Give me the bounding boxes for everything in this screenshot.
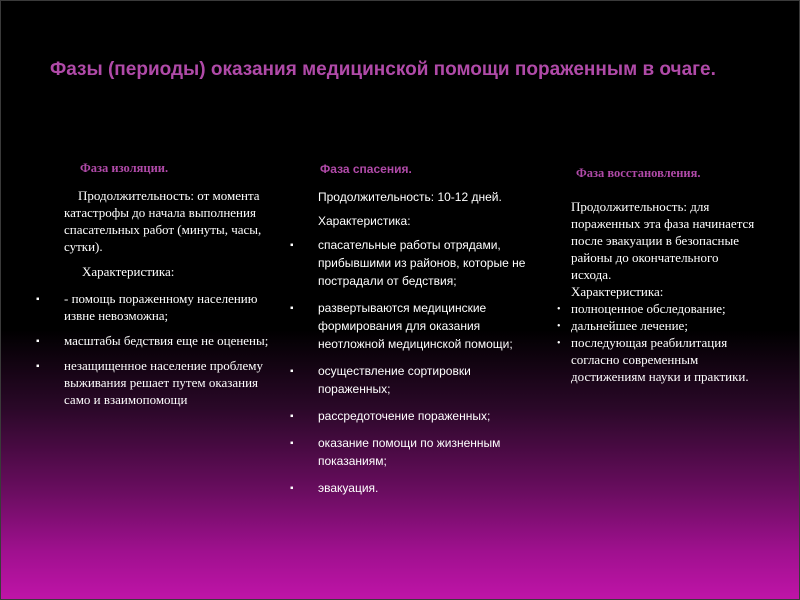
- bullet-square-icon: ▪: [290, 483, 294, 494]
- bullet-list: [556, 300, 766, 385]
- list-item-text: масштабы бедствия еще не оценены;: [64, 333, 269, 348]
- bullet-square-icon: ▪: [290, 366, 294, 377]
- bullet-square-icon: ▪: [290, 411, 294, 422]
- bullet-square-icon: ▪: [36, 336, 40, 347]
- bullet-square-icon: ▪: [36, 361, 40, 372]
- column-rescue-phase: [288, 160, 528, 506]
- bullet-square-icon: ▪: [290, 303, 294, 314]
- bullet-square-icon: ▪: [290, 240, 294, 251]
- list-item-text: осуществление сортировки пораженных;: [318, 364, 471, 396]
- column-heading: Фаза спасения.: [320, 162, 412, 176]
- list-item: [34, 357, 274, 408]
- list-item: [288, 407, 528, 425]
- list-item: [288, 236, 528, 290]
- list-item-text: развертываются медицинские формирования для оказания неотложной медицинской помощи;: [318, 301, 513, 351]
- characteristic-label: Характеристика:: [318, 214, 411, 228]
- list-item: [288, 479, 528, 497]
- list-item-text: - помощь пораженному населению извне невозможна;: [64, 291, 258, 323]
- slide-title: Фазы (периоды) оказания медицинской помощи пораженным в очаге.: [50, 59, 716, 80]
- column-heading: Фаза восстановления.: [576, 166, 701, 180]
- list-item-text: полноценное обследование;: [571, 301, 726, 316]
- bullet-square-icon: ▪: [36, 294, 40, 305]
- column-heading: Фаза изоляции.: [80, 161, 169, 175]
- bullet-square-icon: ▪: [290, 438, 294, 449]
- duration-text: Продолжительность: для пораженных эта фаза начинается после эвакуации в безопасные районы до окончательного исхода.: [571, 199, 755, 282]
- duration-text: Продолжительность: 10-12 дней.: [318, 190, 502, 204]
- list-item: [288, 434, 528, 470]
- list-item-text: спасательные работы отрядами, прибывшими из районов, которые не пострадали от бедствия;: [318, 238, 526, 288]
- bullet-dot-icon: •: [557, 304, 561, 315]
- list-item: [556, 300, 766, 317]
- bullet-dot-icon: •: [557, 321, 561, 332]
- list-item: [288, 362, 528, 398]
- list-item: [34, 290, 274, 324]
- list-item-text: рассредоточение пораженных;: [318, 409, 491, 423]
- list-item: [288, 299, 528, 353]
- list-item-text: эвакуация.: [318, 481, 379, 495]
- column-isolation-phase: [34, 160, 274, 416]
- list-item: [34, 332, 274, 349]
- list-item: [556, 334, 766, 385]
- characteristic-label: Характеристика:: [571, 284, 664, 299]
- bullet-list: [288, 236, 528, 497]
- characteristic-label: Характеристика:: [82, 264, 175, 279]
- list-item: [556, 317, 766, 334]
- column-recovery-phase: [556, 165, 766, 385]
- list-item-text: незащищенное население проблему выживания решает путем оказания само и взаимопомощи: [64, 358, 263, 407]
- list-item-text: оказание помощи по жизненным показаниям;: [318, 436, 501, 468]
- bullet-dot-icon: •: [557, 338, 561, 349]
- list-item-text: дальнейшее лечение;: [571, 318, 688, 333]
- bullet-list: [34, 290, 274, 408]
- duration-text: Продолжительность: от момента катастрофы до начала выполнения спасательных работ (минуты, часы, сутки).: [64, 188, 262, 254]
- list-item-text: последующая реабилитация согласно современным достижениям науки и практики.: [571, 335, 749, 384]
